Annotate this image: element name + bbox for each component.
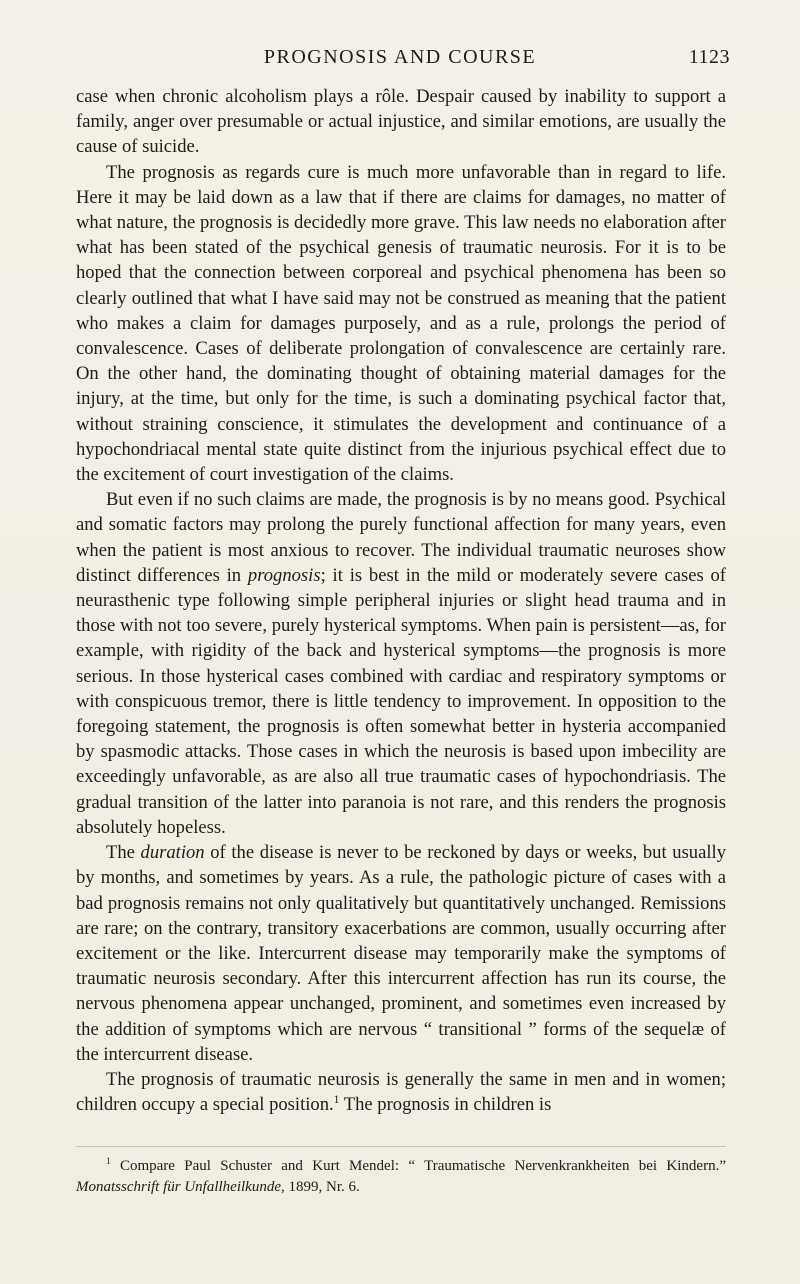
footnote-divider: [76, 1146, 726, 1147]
footnote: [76, 1156, 726, 1198]
paragraph-4-text-a: The: [106, 842, 141, 864]
paragraph-2: [76, 160, 726, 488]
footnote-reference: 1: [333, 1093, 340, 1106]
paragraph-5-text-b: The prognosis in children is: [339, 1094, 552, 1116]
paragraph-3-text-a: But even if no such claims are made, the prognosis is by no means good. Psychical and somatic factors may prolong the purely functional affection for many years, even when the patient is most anxious to recover. The individual traumatic neuroses show distinct differences in: [76, 489, 726, 586]
footnote-journal-title: Monatsschrift für Unfallheilkunde: [76, 1179, 281, 1195]
paragraph-1-text: case when chronic alcoholism plays a rôle. Despair caused by inability to support a family, anger over presumable or actual injustice, and similar emotions, are usually the cause of suicide.: [76, 86, 726, 158]
footnote-text-b: , 1899, Nr. 6.: [280, 1179, 360, 1195]
page-number: 1123: [688, 46, 730, 68]
page-header: [70, 46, 730, 76]
paragraph-3-emphasis: prognosis: [247, 564, 321, 586]
paragraph-5: [76, 1067, 726, 1117]
paragraph-4-emphasis: duration: [140, 842, 205, 864]
paragraph-4: [76, 840, 726, 1067]
footnote-text-a: Compare Paul Schuster and Kurt Mendel: “ Traumatische Nervenkrankheiten bei Kindern.”: [110, 1158, 726, 1174]
body-text: [76, 84, 726, 1117]
running-head: PROGNOSIS AND COURSE: [263, 46, 537, 68]
paragraph-4-text-b: of the disease is never to be reckoned by days or weeks, but usually by months, and sometimes by years. As a rule, the pathologic picture of cases with a bad prognosis remains not only qualitatively but quantitatively unchanged. Remissions are rare; on the contrary, transitory exacerbations are common, usually occurring after excitement or the like. Intercurrent disease may temporarily make the symptoms of traumatic neurosis secondary. After this intercurrent affection has run its course, the nervous phenomena appear unchanged, prominent, and sometimes even increased by the addition of symptoms which are nervous “ transitional ” forms of the sequelæ of the intercurrent disease.: [76, 842, 726, 1065]
paragraph-5-text-a: The prognosis of traumatic neurosis is generally the same in men and in women; children occupy a special position.: [76, 1068, 726, 1116]
paragraph-1: [76, 84, 726, 160]
footnote-marker: 1: [106, 1157, 111, 1167]
paragraph-3-text-b: ; it is best in the mild or moderately severe cases of neurasthenic type following simple peripheral injuries or slight head trauma and in those with not too severe, purely hysterical symptoms. When pain is persistent—as, for example, with rigidity of the back and hysterical symptoms—the prognosis is more serious. In those hysterical cases combined with cardiac and respiratory symptoms or with conspicuous tremor, there is little tendency to improvement. In opposition to the foregoing statement, the prognosis is often somewhat better in hysteria accompanied by spasmodic attacks. Those cases in which the neurosis is based upon imbecility are exceedingly unfavorable, as are also all true traumatic cases of hypochondriasis. The gradual transition of the latter into paranoia is not rare, and this renders the prognosis absolutely hopeless.: [76, 564, 726, 838]
paragraph-2-text: The prognosis as regards cure is much more unfavorable than in regard to life. Here it may be laid down as a law that if there are claims for damages, no matter of what nature, the prognosis is decidedly more grave. This law needs no elaboration after what has been stated of the psychical genesis of traumatic neurosis. For it is to be hoped that the connection between corporeal and psychical phenomena has been so clearly outlined that what I have said may not be construed as meaning that the patient who makes a claim for damages purposely, and as a rule, prolongs the period of convalescence. Cases of deliberate prolongation of convalescence are certainly rare. On the other hand, the dominating thought of obtaining material damages for the injury, at the time, but only for the time, is such a dominating psychical factor that, without straining conscience, it stimulates the development and continuance of a hypochondriacal mental state quite distinct from the injurious psychical effect due to the excitement of court investigation of the claims.: [76, 161, 726, 486]
paragraph-3: [76, 487, 726, 840]
